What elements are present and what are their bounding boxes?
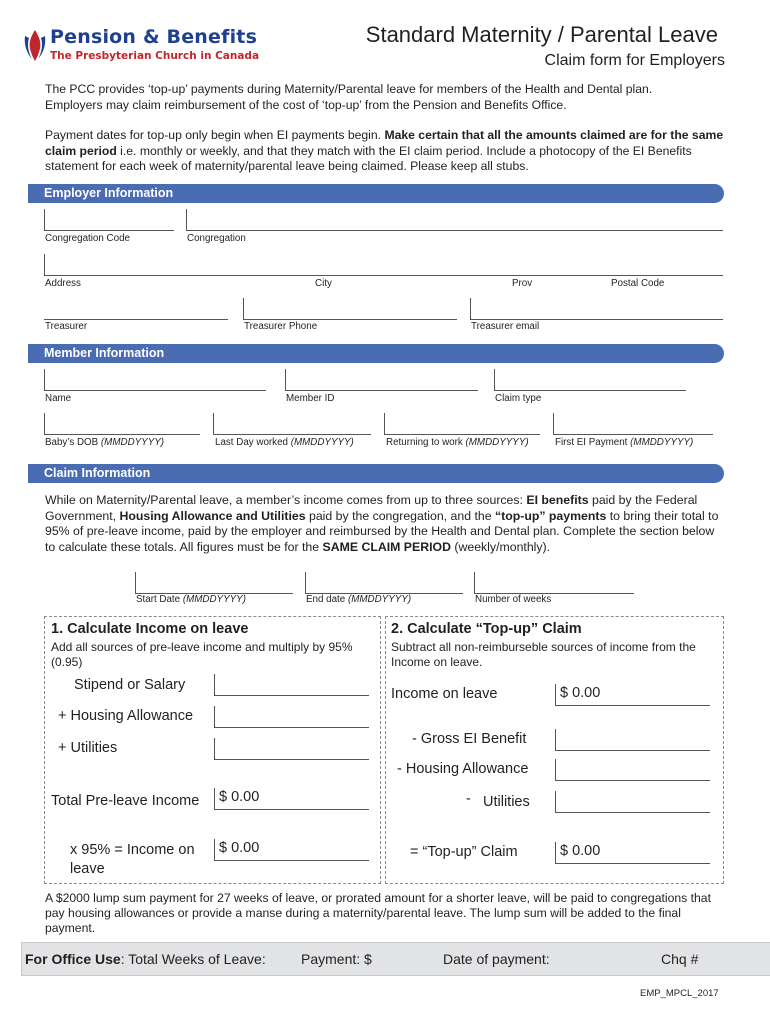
start-date-format: (MMDDYYYY): [182, 594, 246, 605]
treasurer-field[interactable]: [44, 298, 228, 320]
topup-utilities-dash: -: [466, 791, 471, 807]
stipend-label: Stipend or Salary: [74, 677, 186, 693]
babys-dob-text: Baby’s DOB: [45, 437, 101, 448]
start-date-field[interactable]: [135, 572, 293, 594]
number-of-weeks-field[interactable]: [474, 572, 634, 594]
page-subtitle: Claim form for Employers: [544, 52, 725, 69]
office-use-bar: [21, 942, 770, 976]
topup-utilities-label: Utilities: [483, 794, 530, 810]
calc-income-title: 1. Calculate Income on leave: [51, 621, 249, 637]
claim-text-i: (weekly/monthly).: [450, 539, 551, 554]
claim-text-g: to bring their total to 95% of pre-leave income, paid by the employer and reimbursed by the Health and Dental plan. Complete the section below to calculate these totals. All figures must be for the: [45, 508, 719, 554]
topup-claim-label: = “Top-up” Claim: [410, 844, 518, 860]
x95-income-line2: leave: [70, 861, 105, 877]
intro-line-1: The PCC provides ‘top-up’ payments during Maternity/Parental leave for members of the Health and Dental plan.: [45, 82, 653, 96]
returning-to-work-label: [386, 437, 529, 448]
member-id-label: Member ID: [286, 393, 335, 404]
returning-to-work-field[interactable]: [384, 413, 540, 435]
gross-ei-input[interactable]: [555, 729, 710, 751]
member-id-field[interactable]: [285, 369, 478, 391]
congregation-code-field[interactable]: [44, 209, 174, 231]
end-date-format: (MMDDYYYY): [347, 594, 412, 605]
last-day-worked-format: (MMDDYYYY): [290, 437, 354, 448]
claim-info-header: [28, 464, 724, 483]
calc-income-desc: Add all sources of pre-leave income and multiply by 95% (0.95): [51, 640, 353, 669]
x95-income-label: [70, 841, 195, 879]
income-on-leave-label: Income on leave: [391, 686, 498, 702]
end-date-text: End date: [306, 594, 348, 605]
logo-subtitle: The Presbyterian Church in Canada: [50, 50, 260, 62]
claim-text-c: paid by the Federal Government,: [45, 493, 698, 523]
office-date-label: Date of payment:: [443, 951, 550, 967]
claim-bold-housing: Housing Allowance and Utilities: [119, 508, 306, 523]
name-label: Name: [45, 393, 72, 404]
office-use-weeks: : Total Weeks of Leave:: [120, 951, 266, 967]
claim-text-e: paid by the congregation, and the: [305, 508, 495, 523]
claim-info-heading: Claim Information: [44, 466, 151, 480]
calc-topup-desc: Subtract all non-reimburseble sources of income from the Income on leave.: [391, 640, 696, 669]
treasurer-phone-field[interactable]: [243, 298, 457, 320]
treasurer-email-label: Treasurer email: [471, 321, 540, 332]
income-on-leave-value[interactable]: $ 0.00: [555, 684, 710, 706]
claim-bold-ei: EI benefits: [526, 493, 589, 507]
topup-claim-value[interactable]: $ 0.00: [555, 842, 710, 864]
treasurer-email-field[interactable]: [470, 298, 723, 320]
utilities-label: + Utilities: [58, 740, 118, 756]
claim-type-field[interactable]: [494, 369, 686, 391]
last-day-worked-field[interactable]: [213, 413, 371, 435]
intro-paragraph: [45, 82, 725, 113]
claim-type-label: Claim type: [495, 393, 542, 404]
housing-allowance-label: + Housing Allowance: [58, 708, 194, 724]
congregation-code-label: Congregation Code: [45, 233, 130, 244]
first-ei-payment-field[interactable]: [553, 413, 713, 435]
last-day-worked-text: Last Day worked: [215, 437, 291, 448]
start-date-text: Start Date: [136, 594, 183, 605]
babys-dob-format: (MMDDYYYY): [100, 437, 165, 448]
treasurer-label: Treasurer: [45, 321, 88, 332]
congregation-field[interactable]: [186, 209, 723, 231]
office-use-bold: For Office Use: [25, 951, 121, 967]
name-field[interactable]: [44, 369, 266, 391]
claim-bold-period: SAME CLAIM PERIOD: [322, 539, 451, 554]
end-date-field[interactable]: [305, 572, 463, 594]
babys-dob-label: [45, 437, 164, 448]
returning-to-work-text: Returning to work: [386, 437, 466, 448]
first-ei-payment-format: (MMDDYYYY): [630, 437, 694, 448]
logo: [22, 26, 260, 66]
x95-income-line1: x 95% = Income on: [70, 842, 195, 858]
city-label: City: [315, 278, 332, 289]
employer-info-header: [28, 184, 724, 203]
claim-text-a: While on Maternity/Parental leave, a member’s income comes from up to three sources:: [45, 493, 527, 507]
prov-label: Prov: [512, 278, 533, 289]
first-ei-payment-label: [555, 437, 693, 448]
housing-allowance-input[interactable]: [214, 706, 369, 728]
logo-emblem-icon: [22, 28, 48, 62]
gross-ei-label: - Gross EI Benefit: [412, 731, 527, 747]
payment-dates-paragraph: [45, 128, 725, 175]
logo-title: Pension & Benefits: [50, 26, 258, 48]
babys-dob-field[interactable]: [44, 413, 200, 435]
payment-dates-text-c: i.e. monthly or weekly, and that they match with the EI claim period. Include a photocopy of the EI Benefits statement for each week of maternity/parental leave being claimed. Please keep all stubs.: [45, 143, 692, 173]
payment-dates-text-a: Payment dates for top-up only begin when EI payments begin.: [45, 128, 385, 142]
employer-info-heading: Employer Information: [44, 186, 174, 200]
end-date-label: [306, 594, 411, 605]
first-ei-payment-text: First EI Payment: [555, 437, 631, 448]
number-of-weeks-label: Number of weeks: [475, 594, 552, 605]
office-use-label: [25, 951, 266, 967]
last-day-worked-label: [215, 437, 354, 448]
claim-info-paragraph: [45, 493, 725, 555]
address-field[interactable]: [44, 254, 723, 276]
topup-utilities-input[interactable]: [555, 791, 710, 813]
form-code: EMP_MPCL_2017: [640, 988, 719, 999]
address-label: Address: [45, 278, 81, 289]
x95-income-value[interactable]: $ 0.00: [214, 839, 369, 861]
topup-housing-input[interactable]: [555, 759, 710, 781]
treasurer-phone-label: Treasurer Phone: [244, 321, 318, 332]
office-payment-label: Payment: $: [301, 951, 372, 967]
start-date-label: [136, 594, 246, 605]
returning-to-work-format: (MMDDYYYY): [465, 437, 529, 448]
claim-bold-topup: “top-up” payments: [494, 508, 607, 523]
member-info-heading: Member Information: [44, 346, 165, 360]
member-info-header: [28, 344, 724, 363]
total-preleave-value[interactable]: $ 0.00: [214, 788, 369, 810]
office-chq-label: Chq #: [661, 951, 699, 967]
utilities-input[interactable]: [214, 738, 369, 760]
total-preleave-label: Total Pre-leave Income: [51, 793, 200, 809]
lump-sum-note: A $2000 lump sum payment for 27 weeks of leave, or prorated amount for a shorter leave, will be paid to congregations that pay housing allowances or provide a manse during a maternity/parental leave. The lump sum will be added to the final payment.: [45, 891, 711, 935]
intro-line-2: Employers may claim reimbursement of the cost of ‘top-up’ from the Pension and Benefits Office.: [45, 97, 567, 112]
page-title: Standard Maternity / Parental Leave: [365, 22, 718, 47]
calc-topup-title: 2. Calculate “Top-up” Claim: [391, 621, 582, 637]
payment-dates-bold: Make certain that all the amounts claimed are for the same claim period: [45, 128, 724, 158]
congregation-label: Congregation: [187, 233, 246, 244]
topup-housing-label: - Housing Allowance: [397, 761, 529, 777]
postal-code-label: Postal Code: [611, 278, 665, 289]
stipend-input[interactable]: [214, 674, 369, 696]
